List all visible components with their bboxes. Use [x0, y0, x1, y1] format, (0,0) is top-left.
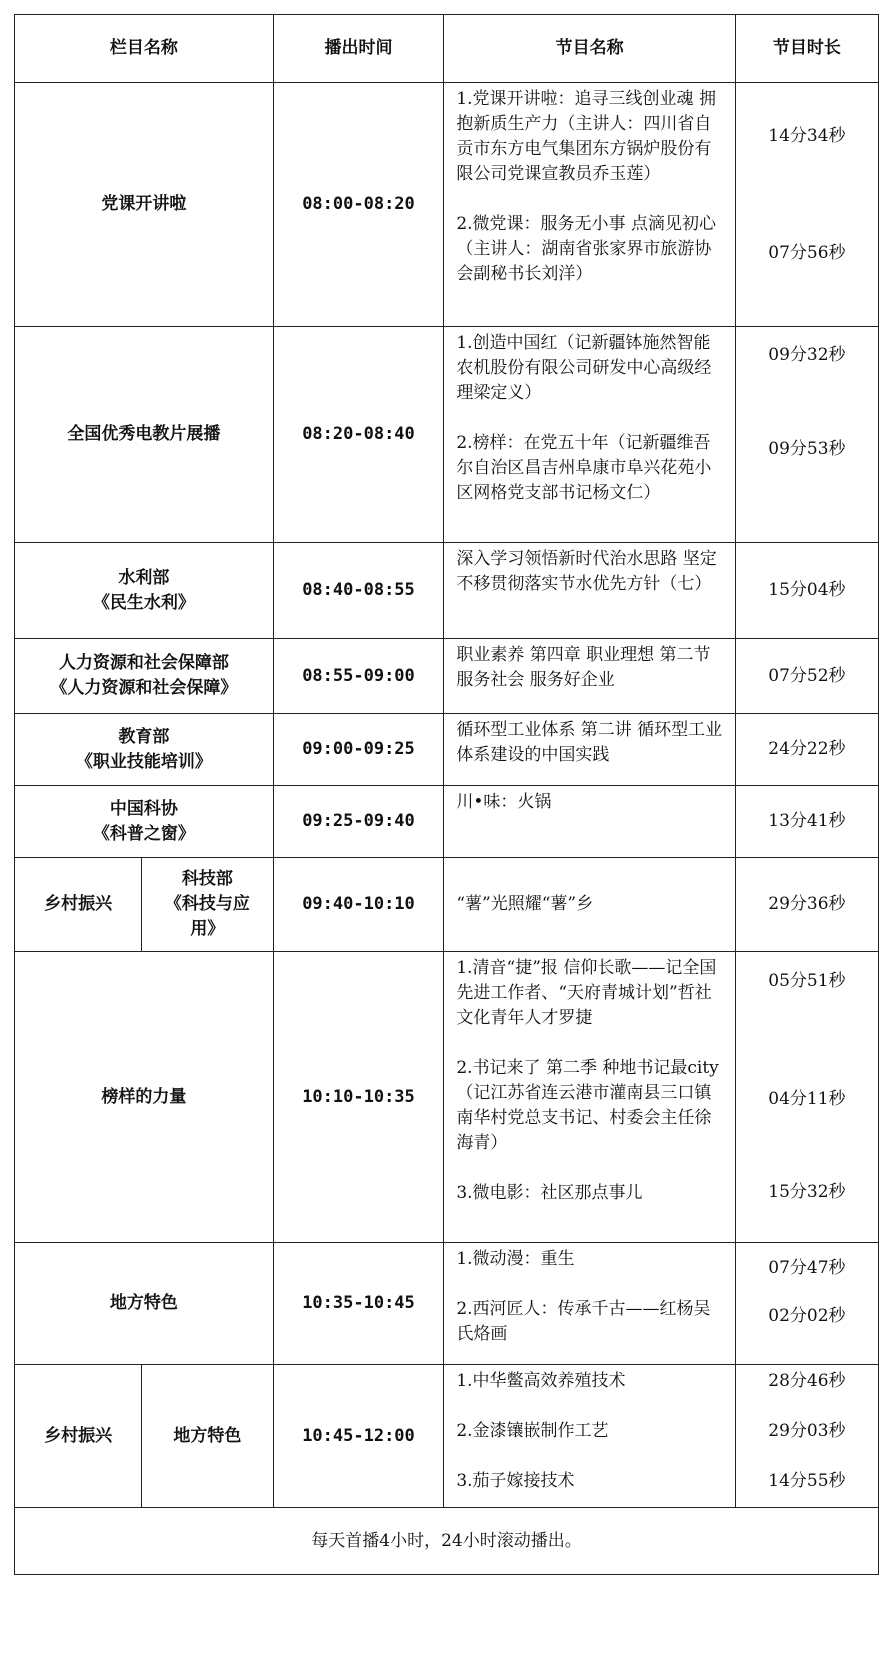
air-time: 10:35-10:45	[273, 1243, 444, 1365]
program-cell	[444, 952, 736, 1243]
duration-value: 04分11秒	[768, 1089, 846, 1109]
air-time: 09:25-09:40	[273, 786, 444, 858]
duration-cell	[735, 83, 878, 327]
duration-value: 05分51秒	[768, 971, 846, 991]
footer-note: 每天首播4小时，24小时滚动播出。	[15, 1508, 879, 1575]
program-item: 1.创造中国红（记新疆钵施然智能农机股份有限公司研发中心高级经理梁定义）	[456, 333, 712, 403]
program-item: 职业素养 第四章 职业理想 第二节 服务社会 服务好企业	[456, 645, 711, 690]
table-row	[15, 714, 879, 786]
duration-value: 07分47秒	[768, 1258, 846, 1278]
column-group: 乡村振兴	[15, 858, 142, 952]
program-cell	[444, 543, 736, 639]
program-item: 2.微党课：服务无小事 点滴见初心（主讲人：湖南省张家界市旅游协会副秘书长刘洋）	[456, 214, 716, 284]
header-column-name: 栏目名称	[15, 15, 274, 83]
program-item: “薯”光照耀“薯”乡	[456, 894, 594, 914]
air-time: 08:40-08:55	[273, 543, 444, 639]
program-cell	[444, 858, 736, 952]
air-time: 08:55-09:00	[273, 639, 444, 714]
program-item: 川•味：火锅	[456, 792, 552, 812]
schedule-table	[14, 14, 879, 1575]
duration-value: 07分52秒	[735, 639, 878, 714]
air-time: 09:40-10:10	[273, 858, 444, 952]
table-row	[15, 786, 879, 858]
duration-value: 29分03秒	[768, 1421, 846, 1441]
program-item: 2.榜样：在党五十年（记新疆维吾尔自治区昌吉州阜康市阜兴花苑小区网格党支部书记杨文仁）	[456, 433, 712, 503]
program-cell	[444, 83, 736, 327]
duration-value: 14分34秒	[768, 126, 846, 146]
table-row	[15, 858, 879, 952]
program-item: 1.清音“捷”报 信仰长歌——记全国先进工作者、“天府青城计划”哲社文化青年人才罗捷	[456, 958, 717, 1028]
program-item: 2.西河匠人：传承千古——红杨吴氏烙画	[456, 1299, 711, 1344]
program-cell	[444, 1243, 736, 1365]
program-item: 2.金漆镶嵌制作工艺	[456, 1421, 609, 1441]
duration-value: 07分56秒	[768, 243, 846, 263]
duration-value: 28分46秒	[768, 1371, 846, 1391]
air-time: 09:00-09:25	[273, 714, 444, 786]
program-item: 3.微电影：社区那点事儿	[456, 1183, 643, 1203]
duration-cell	[735, 327, 878, 543]
duration-cell	[735, 1365, 878, 1508]
program-cell	[444, 786, 736, 858]
air-time: 10:10-10:35	[273, 952, 444, 1243]
duration-value: 13分41秒	[735, 786, 878, 858]
column-name: 榜样的力量	[15, 952, 274, 1243]
program-item: 3.茄子嫁接技术	[456, 1471, 575, 1491]
column-name: 水利部 《民生水利》	[15, 543, 274, 639]
duration-value: 24分22秒	[735, 714, 878, 786]
air-time: 08:20-08:40	[273, 327, 444, 543]
table-row	[15, 639, 879, 714]
program-cell	[444, 327, 736, 543]
header-duration: 节目时长	[735, 15, 878, 83]
table-row	[15, 83, 879, 327]
column-group: 乡村振兴	[15, 1365, 142, 1508]
duration-value: 02分02秒	[768, 1306, 846, 1326]
program-item: 1.中华鳖高效养殖技术	[456, 1371, 626, 1391]
header-air-time: 播出时间	[273, 15, 444, 83]
column-name: 教育部 《职业技能培训》	[15, 714, 274, 786]
duration-value: 09分32秒	[768, 345, 846, 365]
table-row	[15, 543, 879, 639]
program-item: 2.书记来了 第二季 种地书记最city（记江苏省连云港市灌南县三口镇南华村党总支书记、村委会主任徐海青）	[456, 1058, 719, 1153]
program-cell	[444, 714, 736, 786]
column-name: 人力资源和社会保障部 《人力资源和社会保障》	[15, 639, 274, 714]
column-sub-name: 科技部 《科技与应 用》	[142, 858, 273, 952]
table-row	[15, 1243, 879, 1365]
header-row	[15, 15, 879, 83]
column-name: 地方特色	[15, 1243, 274, 1365]
duration-value: 15分04秒	[735, 543, 878, 639]
program-item: 1.微动漫：重生	[456, 1249, 575, 1269]
column-sub-name: 地方特色	[142, 1365, 273, 1508]
program-cell	[444, 639, 736, 714]
duration-cell	[735, 952, 878, 1243]
table-row	[15, 1365, 879, 1508]
program-cell	[444, 1365, 736, 1508]
duration-value: 09分53秒	[768, 439, 846, 459]
duration-value: 15分32秒	[768, 1182, 846, 1202]
air-time: 08:00-08:20	[273, 83, 444, 327]
duration-value: 14分55秒	[768, 1471, 846, 1491]
column-name: 党课开讲啦	[15, 83, 274, 327]
program-item: 深入学习领悟新时代治水思路 坚定不移贯彻落实节水优先方针（七）	[456, 549, 717, 594]
table-row	[15, 327, 879, 543]
header-program-name: 节目名称	[444, 15, 736, 83]
program-item: 循环型工业体系 第二讲 循环型工业体系建设的中国实践	[456, 720, 723, 765]
column-name: 全国优秀电教片展播	[15, 327, 274, 543]
footer-row	[15, 1508, 879, 1575]
program-item: 1.党课开讲啦：追寻三线创业魂 拥抱新质生产力（主讲人：四川省自贡市东方电气集团东方锅炉股份有限公司党课宣教员乔玉莲）	[456, 89, 716, 184]
air-time: 10:45-12:00	[273, 1365, 444, 1508]
duration-cell	[735, 1243, 878, 1365]
table-row	[15, 952, 879, 1243]
column-name: 中国科协 《科普之窗》	[15, 786, 274, 858]
duration-value: 29分36秒	[735, 858, 878, 952]
